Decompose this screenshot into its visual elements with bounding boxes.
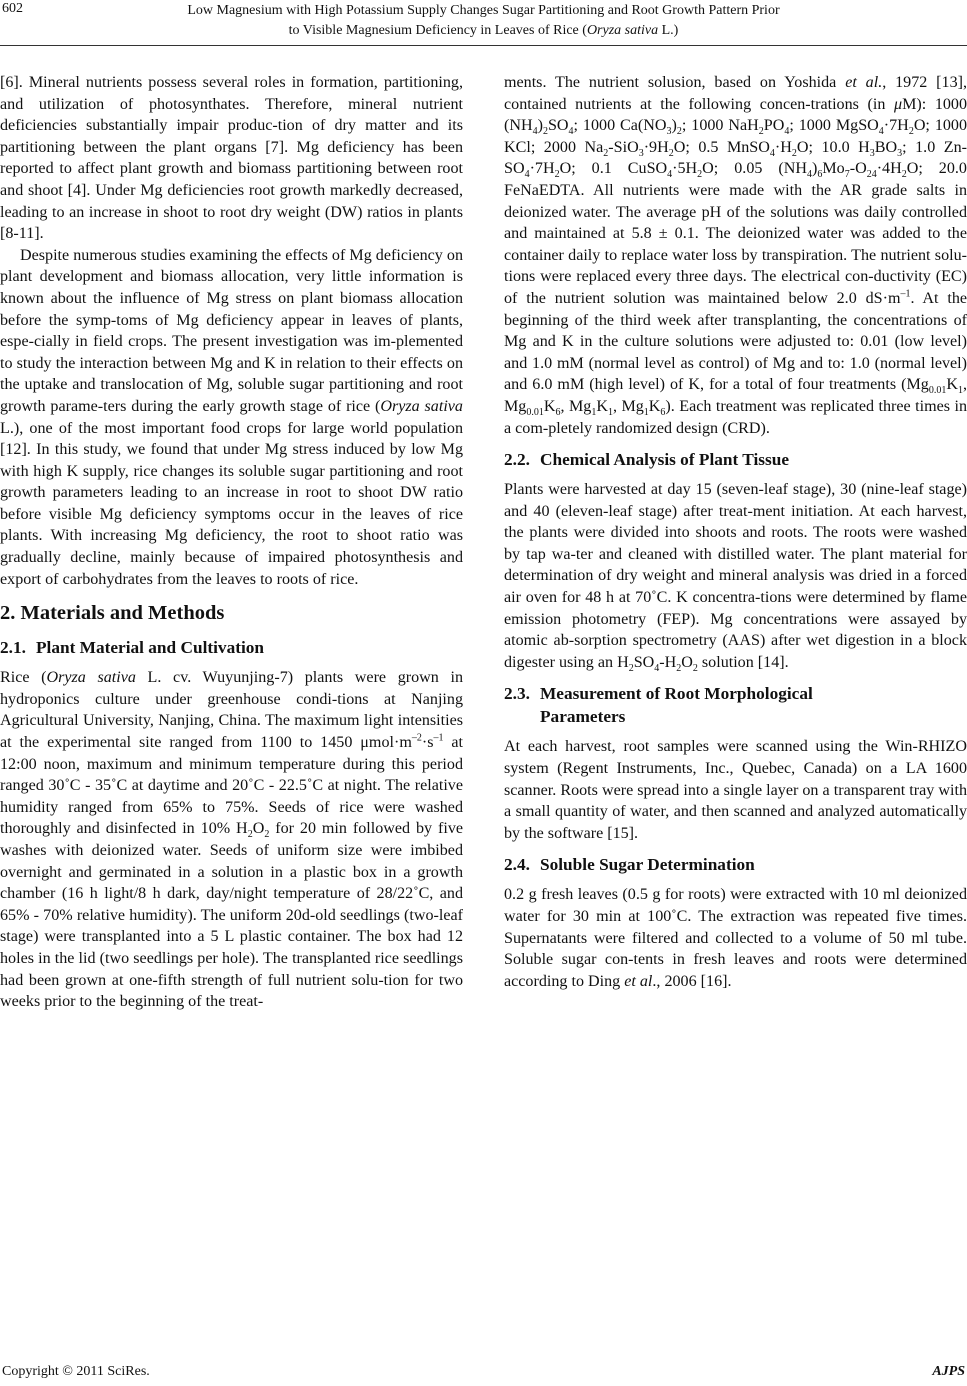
paragraph: [6]. Mineral nutrients possess several roles in formation, partitioning, and utilization of photosynthates. Therefore, mineral nutrient deficiencies substantially impair produc-tion of dry matter and its partitioning between the plant organs [7]. Mg deficiency has been reported to affect plant growth and biomass partitioning between root and shoot [4]. Under Mg deficiencies root growth markedly decreased, leading to an increase in shoot to root dry weight (DW) ratios in plants [8-11]. [0,74,463,243]
page-number: 602 [2,1,23,16]
running-title [30,1,937,41]
section-heading-materials-methods: 2. Materials and Methods [0,602,225,625]
subsection-heading-2-3: 2.3. Measurement of Root Morphological Parameters [504,684,813,727]
header-rule [0,45,967,46]
right-column [504,72,967,992]
paragraph: ments. The nutrient solusion, based on Yoshida et al., 1972 [13], contained nutrients at the following concen-trations (in μM): 1000 $(NH_4)_2SO_4$; 1000 $Ca(NO_3)_2$; 1000 $NaH_2PO_4$; 1000 $MgSO_4\cdot 7H_2O$; 1000 KCl; 2000 $Na_2-SiO_3\cdot 9H_2O$; 0.5 $MnSO_4\cdot H_2O$; 10.0 $H_3BO_3$; 1.0 $Zn-SO_4\cdot 7H_2O$; 0.1 $CuSO_4\cdot 5H_2O$; 0.05 $(NH_4)_6Mo_7-O_{24}\cdot 4H_2O$; 20.0 FeNaEDTA. All nutrients were made with the AR grade salts in deionized water. The average pH of the solutions was daily controlled and maintained at 5.8 ± 0.1. The deionized water was added to the container daily to replace water loss by transpiration. The nutrient solu-tions were replaced every three days. The electrical con-ductivity (EC) of the nutrient solution was maintained below 2.0 $dS\cdot m^{-1}$. At the beginning of the third week after transplanting, the concentrations of Mg and K in the culture solutions were adjusted to: 0.01 (low level) and 1.0 mM (normal level as control) of Mg and to: 1.0 (normal level) and 6.0 mM (high level) of K, for a total of four treatments ($Mg_{0.01}K_1$, $Mg_{0.01}K_6$, $Mg_1K_1$, $Mg_1K_6$). Each treatment was replicated three times in a com-pletely randomized design (CRD). [504,74,967,437]
paragraph: Despite numerous studies examining the effects of Mg deficiency on plant development and biomass allocation, very little information is known about the influence of Mg stress on plant biomass allocation before the symp-toms of Mg deficiency appear in leaves of plants, espe-cially in field crops. The present investigation was im-plemented to study the interaction between Mg and K in relation to their effects on the uptake and translocation of Mg, soluble sugar partitioning and root growth parame-ters during the early growth stage of rice (Oryza sativa L.), one of the most important food crops for large world population [12]. In this study, we found that under Mg stress induced by low Mg with high K supply, rice changes its soluble sugar partitioning and root growth parameters leading to an increase in root to shoot DW ratio before visible Mg deficiency symptoms occur in the leaves of rice plants. With increasing Mg deficiency, the root to shoot ratio was gradually decline, mainly because of impaired photosynthesis and export of carbohydrates from the leaves to roots of rice. [0,246,463,588]
left-column [0,72,463,1013]
subsection-heading-2-1: 2.1. Plant Material and Cultivation [0,638,265,658]
copyright-notice: Copyright © 2011 SciRes. [2,1364,150,1379]
paragraph: 0.2 g fresh leaves (0.5 g for roots) were extracted with 10 ml deionized water for 30 min at 100˚C. The extraction was repeated five times. Supernatants were filtered and collected to a volume of 50 ml tube. Soluble sugar con-tents in fresh leaves and roots were determined according to Ding et al., 2006 [16]. [504,886,967,990]
paragraph: Plants were harvested at day 15 (seven-leaf stage), 30 (nine-leaf stage) and 40 (eleven-leaf stage) after treat-ment initiation. At each harvest, the plants were divided into shoots and roots. The roots were washed by tap wa-ter and cleaned with distilled water. The plant material for determination of dry weight and mineral analysis was dried in a forced air oven for 48 h at 70˚C. K concentra-tions were determined by flame emission photometry (FEP). Mg concentrations were assayed by atomic ab-sorption spectrometry (AAS) after wet digestion in a block digester using an $H_2SO_4-H_2O_2$ solution [14]. [504,481,967,675]
paragraph: Rice (Oryza sativa L. cv. Wuyunjing-7) plants were grown in hydroponics culture under greenhouse condi-tions at Nanjing Agricultural University, Nanjing, China. The maximum light intensities at the experimental site ranged from 1100 to 1450 $\mu mol\cdot m^{-2}\cdot s^{-1}$ at 12:00 noon, maximum and minimum temperature during this period ranged 30˚C - 35˚C at daytime and 20˚C - 22.5˚C at night. The relative humidity ranged from 65% to 75%. Seeds of rice were washed thoroughly and disinfected in 10% $H_2O_2$ for 20 min followed by five washes with deionized water. Seeds of uniform size were imbibed overnight and germinated in a solution in a plastic box in a growth chamber (16 h light/8 h dark, day/night temperature of 28/22˚C, and 65% - 70% relative humidity). The uniform 20d-old seedlings (two-leaf stage) were transplanted into a 5 L plastic container. The box had 12 holes in the lid (two seedlings per hole). The transplanted rice seedlings had been grown at one-fifth strength of full nutrient solu-tion for two weeks prior to the beginning of the treat- [0,669,464,1011]
page-header [0,0,967,46]
running-title-line1: Low Magnesium with High Potassium Supply Changes Sugar Partitioning and Root Growth Pattern Prior [187,3,780,18]
subsection-heading-2-4: 2.4. Soluble Sugar Determination [504,855,755,875]
subsection-heading-2-2: 2.2. Chemical Analysis of Plant Tissue [504,450,790,470]
running-title-line2: to Visible Magnesium Deficiency in Leaves of Rice (Oryza sativa L.) [288,23,679,38]
paragraph: At each harvest, root samples were scanned using the Win-RHIZO system (Regent Instruments, Inc., Quebec, Canada) on a LA 1600 scanner. Roots were spread into a single layer on a transparent tray with a small quantity of water, and then scanned and analyzed automatically by the software [15]. [504,738,967,842]
journal-name: AJPS [932,1364,965,1379]
